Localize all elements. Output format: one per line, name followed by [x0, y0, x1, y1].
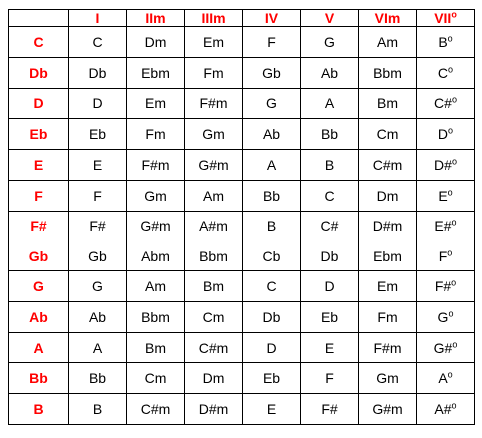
chord-cell-vi: D#m	[359, 211, 417, 241]
key-label: A	[9, 332, 69, 363]
chord-cell-iv: D	[243, 332, 301, 363]
chord-table	[8, 9, 475, 425]
chord-cell-iii: Bm	[185, 271, 243, 302]
chord-cell-iv: G	[243, 88, 301, 119]
chord-cell-vii	[417, 57, 475, 88]
chord-cell-vi: Em	[359, 271, 417, 302]
chord-cell-v: B	[301, 150, 359, 181]
table-row	[9, 180, 475, 211]
diminished-symbol: o	[451, 156, 457, 167]
chord-cell-vii	[417, 332, 475, 363]
chord-name: C	[437, 64, 449, 81]
diminished-symbol: o	[451, 9, 457, 20]
chord-cell-iv: Cb	[243, 241, 301, 271]
diminished-symbol: o	[451, 277, 457, 288]
chord-cell-ii: Em	[127, 88, 185, 119]
chord-cell-i: A	[69, 332, 127, 363]
header-row	[9, 10, 475, 27]
chord-cell-vii	[417, 394, 475, 425]
chord-cell-iv: Db	[243, 301, 301, 332]
chord-cell-i: C	[69, 27, 127, 58]
diminished-symbol: o	[452, 338, 458, 349]
chord-cell-v: A	[301, 88, 359, 119]
header-degree-iii: IIIm	[185, 10, 243, 27]
chord-cell-iv: B	[243, 211, 301, 241]
chord-cell-v: D	[301, 271, 359, 302]
chord-cell-vi: F#m	[359, 332, 417, 363]
chord-cell-vii	[417, 150, 475, 181]
chord-cell-vi: Am	[359, 27, 417, 58]
chord-name: E	[438, 187, 448, 204]
chord-cell-ii: Abm	[127, 241, 185, 271]
chord-cell-vi: Cm	[359, 119, 417, 150]
header-degree-ii: IIm	[127, 10, 185, 27]
chord-cell-vii	[417, 271, 475, 302]
diminished-symbol: o	[447, 33, 453, 44]
chord-cell-iii: Cm	[185, 301, 243, 332]
chord-cell-vi: Ebm	[359, 241, 417, 271]
chord-cell-iv: Bb	[243, 180, 301, 211]
diminished-symbol: o	[451, 217, 457, 228]
key-label: Ab	[9, 301, 69, 332]
diminished-symbol: o	[448, 308, 454, 319]
key-label: C	[9, 27, 69, 58]
chord-cell-ii: F#m	[127, 150, 185, 181]
chord-cell-iii: F#m	[185, 88, 243, 119]
chord-cell-vi: Bm	[359, 88, 417, 119]
chord-name: G	[437, 308, 449, 325]
chord-name: D	[437, 126, 449, 143]
chord-cell-iv: E	[243, 394, 301, 425]
table-row	[9, 363, 475, 394]
table-row	[9, 57, 475, 88]
chord-cell-iv: C	[243, 271, 301, 302]
header-degree-i: I	[69, 10, 127, 27]
header-degree-v: V	[301, 10, 359, 27]
key-label: B	[9, 394, 69, 425]
chord-cell-iii: Am	[185, 180, 243, 211]
chord-cell-ii: C#m	[127, 394, 185, 425]
diminished-symbol: o	[448, 63, 454, 74]
chord-name: D#	[434, 156, 452, 173]
chord-name: F	[438, 247, 448, 264]
table-row	[9, 332, 475, 363]
chord-cell-iv: Eb	[243, 363, 301, 394]
chord-cell-iii: D#m	[185, 394, 243, 425]
chord-cell-iii: Bbm	[185, 241, 243, 271]
key-label: G	[9, 271, 69, 302]
chord-cell-ii: Cm	[127, 363, 185, 394]
chord-cell-iii: Em	[185, 27, 243, 58]
chord-cell-i: Db	[69, 57, 127, 88]
header-degree-iv: IV	[243, 10, 301, 27]
chord-cell-vi: Bbm	[359, 57, 417, 88]
chord-name: G#	[433, 339, 453, 356]
chord-cell-iii: Dm	[185, 363, 243, 394]
chord-name: C#	[434, 95, 452, 112]
table-row	[9, 241, 475, 271]
chord-cell-iii: Gm	[185, 119, 243, 150]
chord-cell-vii	[417, 241, 475, 271]
table-row	[9, 394, 475, 425]
chord-cell-v: Bb	[301, 119, 359, 150]
chord-name: B	[438, 33, 448, 50]
chord-cell-i: D	[69, 88, 127, 119]
chord-name: A	[438, 370, 448, 387]
chord-cell-ii: Dm	[127, 27, 185, 58]
table-row	[9, 88, 475, 119]
header-corner	[9, 10, 69, 27]
chord-cell-vi: Gm	[359, 363, 417, 394]
chord-cell-vi: C#m	[359, 150, 417, 181]
chord-cell-ii: Bm	[127, 332, 185, 363]
chord-cell-i: Gb	[69, 241, 127, 271]
chord-cell-v: G	[301, 27, 359, 58]
key-label: Eb	[9, 119, 69, 150]
chord-cell-vii	[417, 180, 475, 211]
header-degree-vi: VIm	[359, 10, 417, 27]
chord-cell-iii: Fm	[185, 57, 243, 88]
chord-cell-vii	[417, 301, 475, 332]
key-label: F	[9, 180, 69, 211]
chord-cell-v: Db	[301, 241, 359, 271]
chord-cell-vi: Dm	[359, 180, 417, 211]
chord-name: E#	[434, 218, 452, 235]
chord-cell-v: Eb	[301, 301, 359, 332]
chord-cell-ii: Am	[127, 271, 185, 302]
table-row	[9, 211, 475, 241]
chord-cell-v: Ab	[301, 57, 359, 88]
key-label: D	[9, 88, 69, 119]
chord-cell-i: Bb	[69, 363, 127, 394]
chord-cell-vii	[417, 27, 475, 58]
chord-cell-vii	[417, 119, 475, 150]
key-label: Bb	[9, 363, 69, 394]
diminished-symbol: o	[447, 246, 453, 257]
chord-cell-vii	[417, 363, 475, 394]
diminished-symbol: o	[451, 94, 457, 105]
header-degree-vii	[417, 10, 475, 27]
chord-cell-iii: C#m	[185, 332, 243, 363]
diminished-symbol: o	[447, 186, 453, 197]
chord-cell-iv: F	[243, 27, 301, 58]
diminished-symbol: o	[448, 125, 454, 136]
key-label: Gb	[9, 241, 69, 271]
chord-cell-i: F	[69, 180, 127, 211]
chord-name: A#	[434, 401, 452, 418]
chord-cell-iv: Ab	[243, 119, 301, 150]
chord-cell-i: F#	[69, 211, 127, 241]
chord-cell-iv: A	[243, 150, 301, 181]
chord-cell-vii	[417, 211, 475, 241]
chord-cell-ii: G#m	[127, 211, 185, 241]
table-row	[9, 301, 475, 332]
chord-cell-v: F	[301, 363, 359, 394]
chord-cell-v: F#	[301, 394, 359, 425]
chord-cell-ii: Bbm	[127, 301, 185, 332]
chord-cell-i: E	[69, 150, 127, 181]
chord-cell-vi: G#m	[359, 394, 417, 425]
chord-cell-i: Ab	[69, 301, 127, 332]
key-label: F#	[9, 211, 69, 241]
chord-cell-vi: Fm	[359, 301, 417, 332]
chord-cell-ii: Ebm	[127, 57, 185, 88]
chord-cell-ii: Fm	[127, 119, 185, 150]
table-row	[9, 271, 475, 302]
chord-cell-iii: A#m	[185, 211, 243, 241]
table-row	[9, 27, 475, 58]
chord-cell-v: C#	[301, 211, 359, 241]
header-degree-vii-label: VII	[434, 10, 452, 26]
key-label: E	[9, 150, 69, 181]
table-row	[9, 119, 475, 150]
chord-cell-iv: Gb	[243, 57, 301, 88]
chord-cell-v: C	[301, 180, 359, 211]
chord-cell-iii: G#m	[185, 150, 243, 181]
chord-name: F#	[434, 278, 452, 295]
key-label: Db	[9, 57, 69, 88]
chord-cell-i: B	[69, 394, 127, 425]
table-row	[9, 150, 475, 181]
chord-cell-v: E	[301, 332, 359, 363]
chord-cell-i: Eb	[69, 119, 127, 150]
diminished-symbol: o	[451, 400, 457, 411]
diminished-symbol: o	[447, 369, 453, 380]
chord-cell-ii: Gm	[127, 180, 185, 211]
chord-cell-vii	[417, 88, 475, 119]
chord-cell-i: G	[69, 271, 127, 302]
